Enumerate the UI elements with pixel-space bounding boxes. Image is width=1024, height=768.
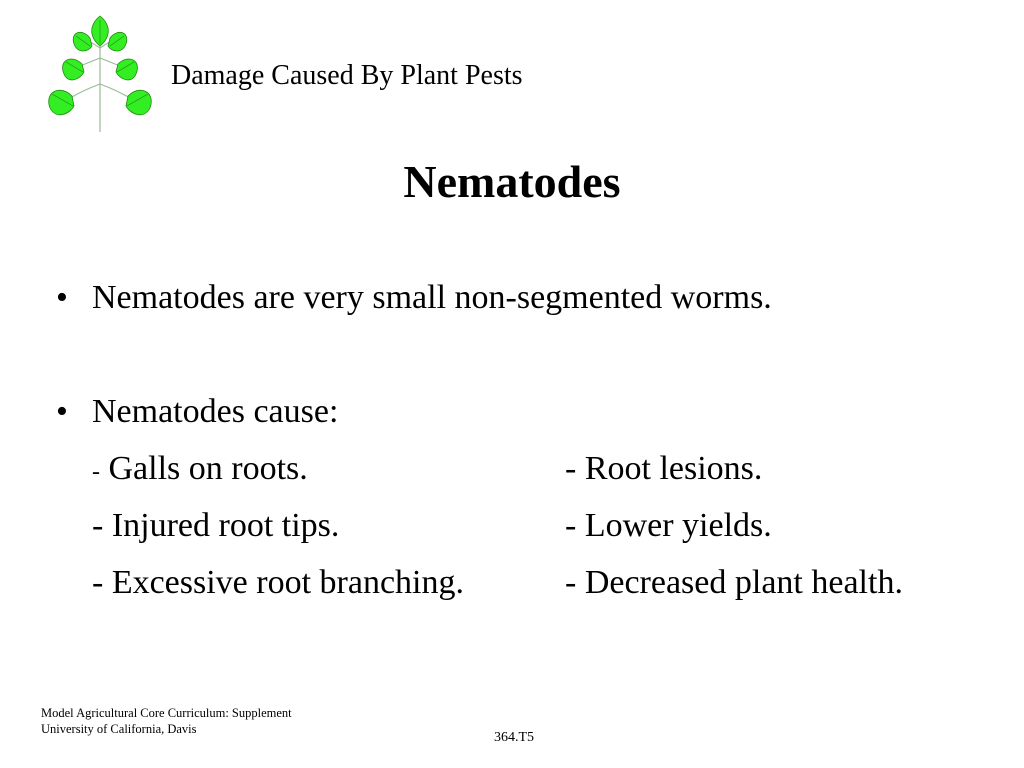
effect-item: - Decreased plant health. [565, 564, 903, 601]
effect-text: - Excessive root branching. [92, 564, 464, 601]
bullet-marker: • [56, 393, 68, 430]
bullet-item [56, 278, 772, 318]
slide-code: 364.T5 [494, 730, 535, 745]
effect-text: - Injured root tips. [92, 507, 340, 544]
header-title: Damage Caused By Plant Pests [171, 60, 523, 91]
effect-dash: - [92, 459, 100, 485]
bullet-item [56, 392, 338, 432]
footer-credit [41, 705, 292, 737]
effect-item: - Root lesions. [565, 450, 763, 487]
bullet-marker: • [56, 279, 68, 316]
effect-item [92, 449, 308, 492]
effect-item: - Lower yields. [565, 507, 772, 544]
bullet-text: Nematodes cause: [92, 393, 339, 430]
bullet-text: Nematodes are very small non-segmented worms. [92, 279, 772, 316]
effect-item [92, 563, 464, 603]
effect-text: Galls on roots. [100, 450, 308, 487]
slide-title: Nematodes [403, 156, 621, 207]
plant-sprout-logo [44, 14, 156, 134]
footer-line: Model Agricultural Core Curriculum: Supplement [41, 706, 292, 720]
footer-line: University of California, Davis [41, 722, 197, 736]
effect-item [92, 506, 339, 546]
